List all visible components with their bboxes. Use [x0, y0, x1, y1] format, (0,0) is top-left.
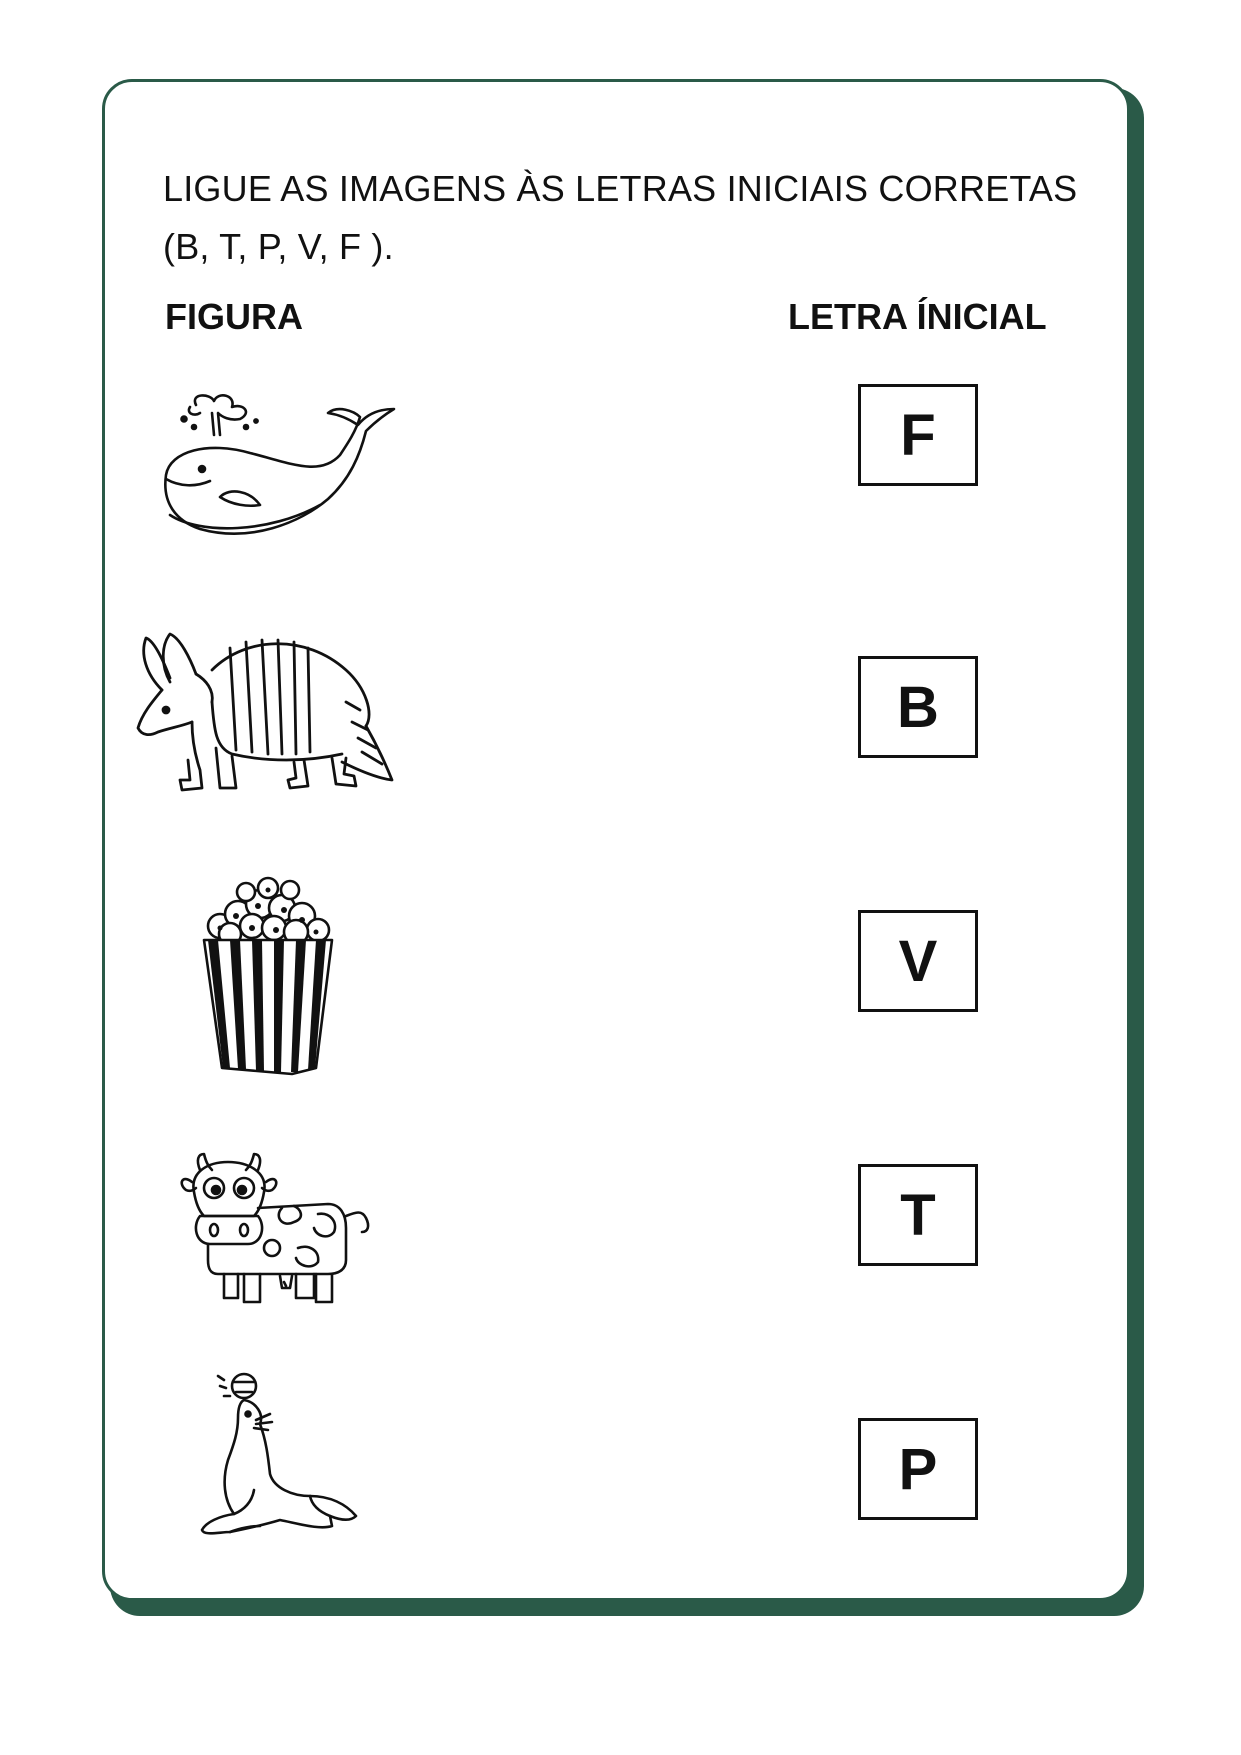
letter-box-p[interactable]: P — [858, 1418, 978, 1520]
letter-column-header: LETRA ÍNICIAL — [788, 296, 1047, 337]
letter-box-v[interactable]: V — [858, 910, 978, 1012]
figure-column-header: FIGURA — [165, 296, 303, 337]
letter-box-f[interactable]: F — [858, 384, 978, 486]
instruction-text: LIGUE AS IMAGENS ÀS LETRAS INICIAIS CORRETAS (B, T, P, V, F ). — [163, 168, 1078, 267]
cow-icon — [178, 1152, 378, 1322]
whale-icon — [160, 395, 410, 545]
seal-icon — [200, 1370, 380, 1550]
armadillo-icon — [136, 630, 396, 810]
letter-box-t[interactable]: T — [858, 1164, 978, 1266]
popcorn-icon — [198, 878, 338, 1078]
letter-box-b[interactable]: B — [858, 656, 978, 758]
